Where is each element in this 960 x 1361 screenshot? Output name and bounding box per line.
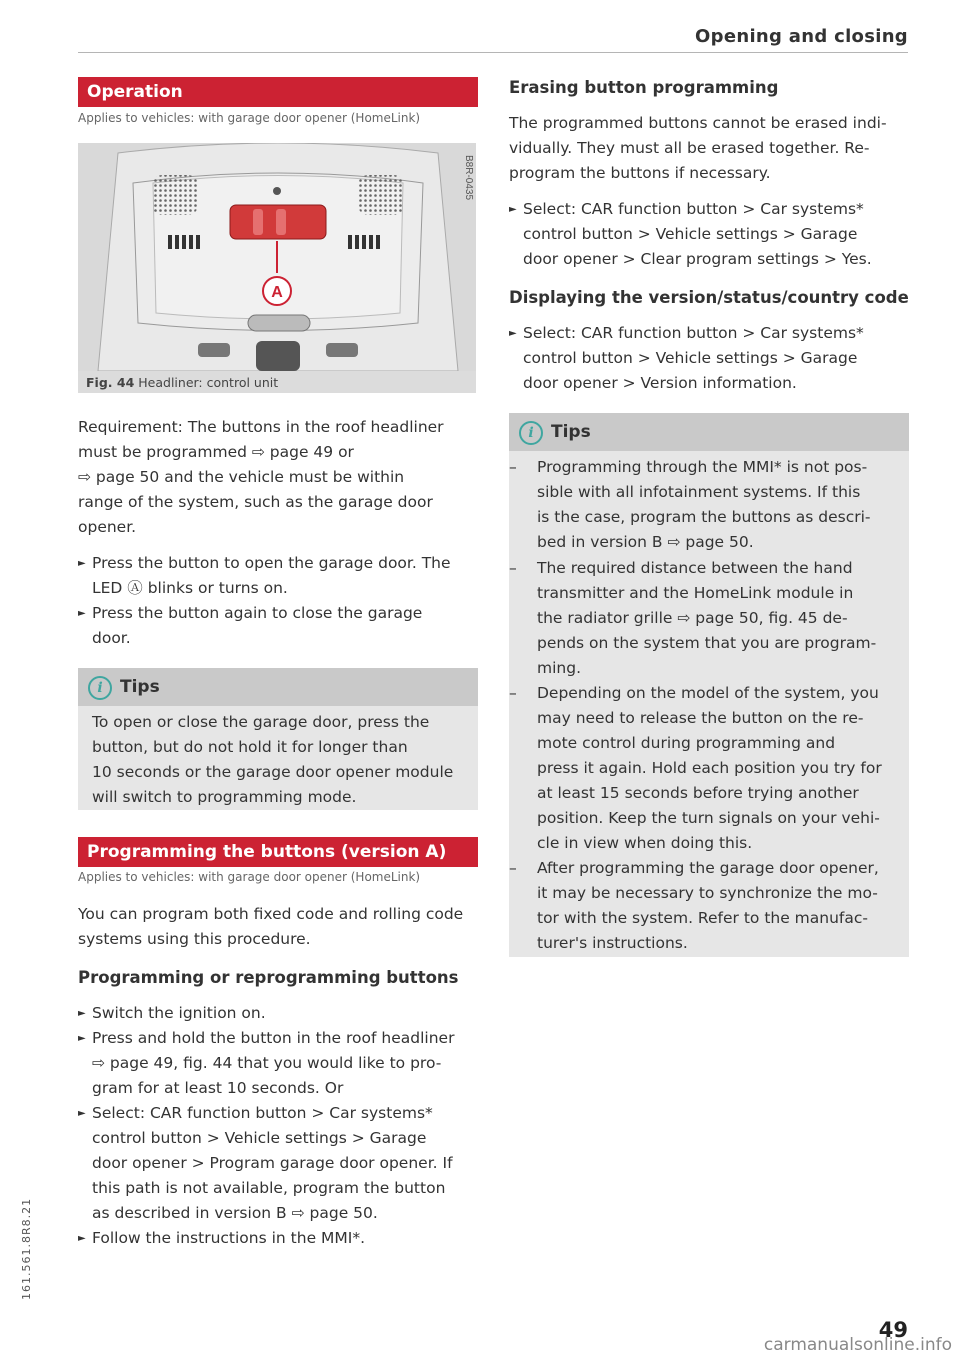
info-icon: i xyxy=(519,421,543,445)
headliner-illustration xyxy=(78,143,476,371)
step-follow-mmi: ► Follow the instructions in the MMI*. xyxy=(78,1226,468,1251)
tip-item: – Programming through the MMI* is not pos- sible with all infotainment systems. If this is the case, program the buttons as descri- bed in version B ⇨ page 50. xyxy=(509,455,905,555)
heading-programming: Programming or reprogramming buttons xyxy=(78,968,459,987)
figure-code: B8R-0435 xyxy=(463,155,474,201)
tips-title: Tips xyxy=(551,422,591,442)
section-bar-programming: Programming the buttons (version A) xyxy=(78,837,478,867)
callout-a: A xyxy=(271,284,283,301)
watermark: carmanualsonline.info xyxy=(763,1335,952,1355)
step-close-door: ► Press the button again to close the garage door. xyxy=(78,601,468,651)
step-clear-settings: ► Select: CAR function button > Car systems* control button > Vehicle settings > Garage door opener > Clear program settings > Yes. xyxy=(509,197,899,272)
step-open-door: ► Press the button to open the garage door. The LED Ⓐ blinks or turns on. xyxy=(78,551,468,601)
erasing-paragraph: The programmed buttons cannot be erased indi- vidually. They must all be erased together. Re- program the buttons if necessary. xyxy=(509,114,887,182)
figure-caption: Fig. 44 Headliner: control unit xyxy=(86,375,279,390)
step-ignition: ► Switch the ignition on. xyxy=(78,1001,468,1026)
tip-item: – Depending on the model of the system, you may need to release the button on the re- mote control during programming and press it again. Hold each position you try for at least 15 seconds before trying another position. Keep the turn signals on your vehi- cle in view when doing this. xyxy=(509,681,905,856)
page-number: 49 xyxy=(878,1318,908,1342)
tip-item: – After programming the garage door opener, it may be necessary to synchronize the mo- tor with the system. Refer to the manufac- turer's instructions. xyxy=(509,856,905,956)
info-icon: i xyxy=(88,676,112,700)
tips-title: Tips xyxy=(120,677,160,697)
step-select-program: ► Select: CAR function button > Car systems* control button > Vehicle settings > Garage door opener > Program garage door opener. If this path is not available, program the button as described in version B ⇨ page 50. xyxy=(78,1101,468,1226)
tips-text: To open or close the garage door, press the button, but do not hold it for longer than 10 seconds or the garage door opener module will switch to programming mode. xyxy=(92,713,454,806)
tips-box-1 xyxy=(78,668,478,810)
programming-intro: You can program both fixed code and rolling code systems using this procedure. xyxy=(78,905,464,948)
applies-note-2: Applies to vehicles: with garage door opener (HomeLink) xyxy=(78,870,421,884)
requirement-paragraph: Requirement: The buttons in the roof headliner must be programmed ⇨ page 49 or ⇨ page 50 and the vehicle must be within range of the system, such as the garage door opener. xyxy=(78,418,444,536)
applies-note: Applies to vehicles: with garage door opener (HomeLink) xyxy=(78,111,421,125)
heading-version: Displaying the version/status/country code xyxy=(509,288,909,307)
step-version-info: ► Select: CAR function button > Car systems* control button > Vehicle settings > Garage door opener > Version information. xyxy=(509,321,899,396)
header-rule xyxy=(78,52,908,53)
section-bar-operation: Operation xyxy=(78,77,478,107)
step-hold-button: ► Press and hold the button in the roof headliner ⇨ page 49, fig. 44 that you would like to pro- gram for at least 10 seconds. Or xyxy=(78,1026,468,1101)
headliner-figure xyxy=(78,143,476,393)
heading-erasing: Erasing button programming xyxy=(509,78,779,97)
tips-box-2 xyxy=(509,413,909,957)
running-header: Opening and closing xyxy=(695,26,908,47)
tip-item: – The required distance between the hand transmitter and the HomeLink module in the radiator grille ⇨ page 50, fig. 45 de- pends on the system that you are program- ming. xyxy=(509,556,905,681)
side-code: 161.561.8R8.21 xyxy=(20,1197,33,1300)
